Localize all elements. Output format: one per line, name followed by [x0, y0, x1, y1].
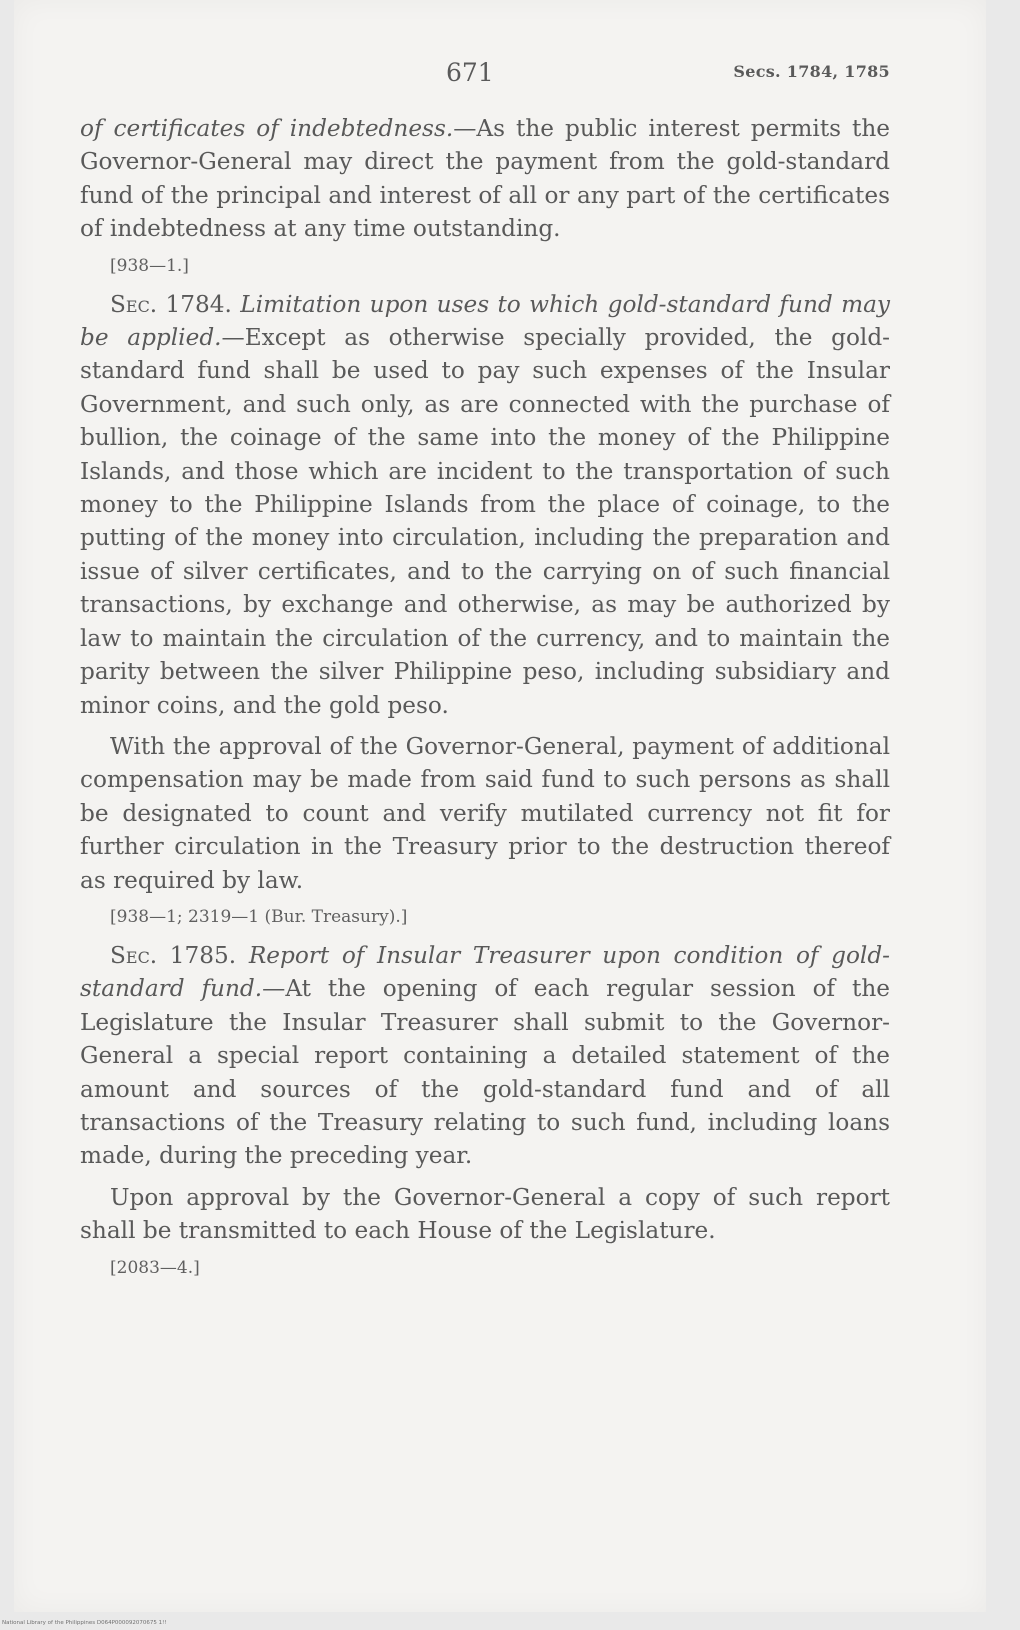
intro-italic-lead: of certificates of indebtedness.	[80, 115, 454, 142]
section-1785-paragraph	[80, 939, 890, 1173]
section-1785-title: Report of Insular Treasurer upon condition of gold-standard fund.	[80, 941, 890, 1003]
report-paragraph: Upon approval by the Governor-General a copy of such report shall be transmitted to each House of the Legislature.	[80, 1183, 890, 1245]
intro-text: —As the public interest permits the Governor-General may direct the payment from the gold-standard fund of the principal and interest of all or any part of the certificates of indebtedness at any time outstanding.	[80, 115, 890, 243]
page-number: 671	[446, 58, 494, 87]
citation-2083-4: [2083—4.]	[110, 1257, 200, 1278]
section-1784-title: Limitation upon uses to which gold-standard fund may be applied.	[80, 290, 890, 352]
page-header	[14, 56, 986, 96]
section-1784-paragraph	[80, 288, 890, 722]
body-text	[80, 112, 890, 1290]
document-page	[14, 0, 986, 1612]
section-1784-label: Sec. 1784.	[110, 290, 232, 318]
section-1785-text: —At the opening of each regular session of the Legislature the Insular Treasurer shall submit to the Governor-General a special report containing a detailed statement of the amount and sources of the gold-standard fund and of all transactions of the Treasury relating to such fund, including loans made, during the preceding year.	[80, 975, 890, 1170]
scan-footer-note: National Library of the Philippines D064P000092070675 1!!	[2, 1620, 167, 1626]
citation-938-1: [938—1.]	[110, 255, 189, 276]
citation-938-2319: [938—1; 2319—1 (Bur. Treasury).]	[110, 906, 408, 927]
section-1784-text: —Except as otherwise specially provided, the gold-standard fund shall be used to pay such expenses of the Insular Government, and such only, as are connected with the purchase of bullion, the coinage of the same into the money of the Philippine Islands, and those which are incident to the transportation of such money to the Philippine Islands from the place of coinage, to the putting of the money into circulation, including the preparation and issue of silver certificates, and to the carrying on of such financial transactions, by exchange and otherwise, as may be authorized by law to maintain the circulation of the currency, and to maintain the parity between the silver Philippine peso, including subsidiary and minor coins, and the gold peso.	[80, 324, 890, 719]
intro-paragraph	[80, 112, 890, 246]
running-head-section-ref: Secs. 1784, 1785	[733, 62, 890, 81]
approval-paragraph: With the approval of the Governor-General, payment of additional compensation may be made from said fund to such persons as shall be designated to count and verify mutilated currency not fit for further circulation in the Treasury prior to the destruction thereof as required by law.	[80, 732, 890, 894]
section-1785-label: Sec. 1785.	[110, 941, 237, 969]
